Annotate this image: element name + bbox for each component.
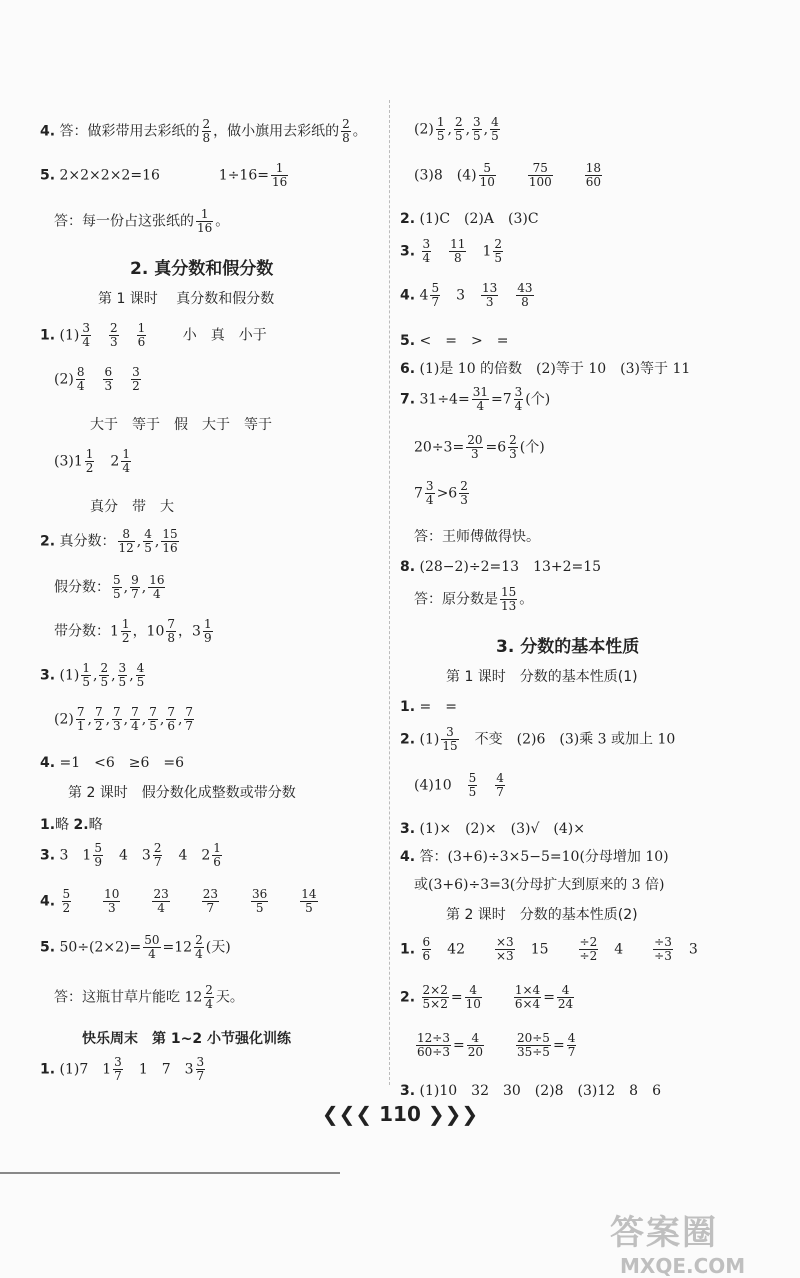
answer-line: 3. $\frac{3}{4}$ $\frac{11}{8}$ 1 $\frac{2}{5}$ bbox=[400, 237, 502, 265]
answer-line: 3. 3 1 $\frac{5}{9}$ 4 3 $\frac{2}{7}$ 4 2 $\frac{1}{6}$ bbox=[40, 841, 221, 869]
answer-line: 8. (28−2)÷2=13 13+2=15 bbox=[400, 559, 602, 575]
lesson-heading: 第 2 课时 分数的基本性质(2) bbox=[446, 907, 638, 923]
left-chevrons-icon: ❮❮❮ bbox=[321, 1102, 380, 1126]
answer-line: 1. (1) $\frac{3}{4}$ $\frac{2}{3}$ $\frac{1}{6}$ 小 真 小于 bbox=[40, 321, 267, 349]
answer-line: 假分数： $\frac{5}{5}$ , $\frac{9}{7}$ , $\frac{16}{4}$ bbox=[54, 573, 165, 601]
answer-line: (2) $\frac{8}{4}$ $\frac{6}{3}$ $\frac{3}{2}$ bbox=[54, 365, 140, 393]
answer-line: 真分 带 大 bbox=[90, 499, 174, 515]
answer-line: 带分数：1 $\frac{1}{2}$ ，10 $\frac{7}{8}$ ，3 $\frac{1}{9}$ bbox=[54, 617, 212, 645]
answer-line: 4. =1 <6 ≥6 =6 bbox=[40, 755, 185, 771]
answer-line: 4. 答：(3+6)÷3×5−5=10(分母增加 10) bbox=[400, 849, 669, 865]
section-heading: 2. 真分数和假分数 bbox=[130, 259, 274, 279]
bottom-rule bbox=[0, 1172, 340, 1174]
answer-line: 4. 4 $\frac{5}{7}$ 3 $\frac{13}{3}$ $\frac{43}{8}$ bbox=[400, 281, 533, 309]
answer-line: (2) $\frac{1}{5}$ , $\frac{2}{5}$ , $\frac{3}{5}$ , $\frac{4}{5}$ bbox=[414, 115, 499, 143]
answer-line: 2. 真分数： $\frac{8}{12}$ , $\frac{4}{5}$ , $\frac{15}{16}$ bbox=[40, 527, 178, 555]
answer-line: 答：每一份占这张纸的 $\frac{1}{16}$ 。 bbox=[54, 207, 230, 235]
answer-line: 7. 31÷4= $\frac{31}{4}$ =7 $\frac{3}{4}$ (个) bbox=[400, 385, 551, 413]
answer-line: 大于 等于 假 大于 等于 bbox=[90, 417, 272, 433]
answer-line: 答：这瓶甘草片能吃 12 $\frac{2}{4}$ 天。 bbox=[54, 983, 244, 1011]
watermark-logo: 答案圈 MXQE.COM bbox=[610, 1213, 746, 1278]
answer-line: (4)10 $\frac{5}{5}$ $\frac{4}{7}$ bbox=[414, 771, 504, 799]
answer-line: 1.略 2.略 bbox=[40, 817, 103, 833]
lesson-heading: 第 1 课时 分数的基本性质(1) bbox=[446, 669, 638, 685]
answer-line: 2. (1) $\frac{3}{15}$ 不变 (2)6 (3)乘 3 或加上 10 bbox=[400, 725, 676, 753]
column-divider bbox=[389, 100, 390, 1085]
answer-line: 5. 2×2×2×2=16 1÷16= $\frac{1}{16}$ bbox=[40, 161, 288, 189]
answer-line: 1. = = bbox=[400, 699, 457, 715]
answer-line: 1. $\frac{6}{6}$ 42 $\frac{\times 3}{\times 3}$ 15 $\frac{\div 2}{\div 2}$ 4 $\frac{\div 3}{\div 3}$ 3 bbox=[400, 935, 698, 963]
answer-line: 5. 50÷(2×2)= $\frac{50}{4}$ =12 $\frac{2}{4}$ (天) bbox=[40, 933, 231, 961]
answer-line: 答：原分数是 $\frac{15}{13}$ 。 bbox=[414, 585, 534, 613]
answer-line: 2. $\frac{2\times 2}{5\times 2}$ = $\frac{4}{10}$ $\frac{1\times 4}{6\times 4}$ = $\frac{4}{24}$ bbox=[400, 983, 574, 1011]
answer-line: (3)8 (4) $\frac{5}{10}$ $\frac{75}{100}$ $\frac{18}{60}$ bbox=[414, 161, 602, 189]
answer-line: $\frac{12\div 3}{60\div 3}$ = $\frac{4}{20}$ $\frac{20\div 5}{35\div 5}$ = $\frac{4}{7}$ bbox=[417, 1031, 576, 1059]
page-number: ❮❮❮ 110 ❯❯❯ bbox=[321, 1102, 479, 1126]
answer-line: 7 $\frac{3}{4}$ >6 $\frac{2}{3}$ bbox=[414, 479, 468, 507]
answer-line: 3. (1)× (2)× (3)√ (4)× bbox=[400, 821, 585, 837]
section-heading: 3. 分数的基本性质 bbox=[496, 637, 640, 657]
answer-line: 6. (1)是 10 的倍数 (2)等于 10 (3)等于 11 bbox=[400, 361, 691, 377]
answer-line: 2. (1)C (2)A (3)C bbox=[400, 211, 539, 227]
right-chevrons-icon: ❯❯❯ bbox=[420, 1102, 479, 1126]
answer-line: 20÷3= $\frac{20}{3}$ =6 $\frac{2}{3}$ (个) bbox=[414, 433, 545, 461]
answer-line: 5. < = > = bbox=[400, 333, 509, 349]
answer-line: 3. (1)10 32 30 (2)8 (3)12 8 6 bbox=[400, 1083, 661, 1099]
answer-line: 1. (1)7 1 $\frac{3}{7}$ 1 7 3 $\frac{3}{7}$ bbox=[40, 1055, 205, 1083]
lesson-heading: 第 2 课时 假分数化成整数或带分数 bbox=[68, 785, 296, 801]
answer-line: 4. $\frac{5}{2}$ $\frac{10}{3}$ $\frac{23}{4}$ $\frac{23}{7}$ $\frac{36}{5}$ $\frac{14}{5}$ bbox=[40, 887, 317, 915]
answer-line: 3. (1) $\frac{1}{5}$ , $\frac{2}{5}$ , $\frac{3}{5}$ , $\frac{4}{5}$ bbox=[40, 661, 145, 689]
answer-line: 答：王师傅做得快。 bbox=[414, 529, 540, 545]
answer-line: (3)1 $\frac{1}{2}$ 2 $\frac{1}{4}$ bbox=[54, 447, 130, 475]
section-heading: 快乐周末 第 1~2 小节强化训练 bbox=[82, 1031, 291, 1047]
answer-line: 或(3+6)÷3=3(分母扩大到原来的 3 倍) bbox=[414, 877, 665, 893]
lesson-heading: 第 1 课时 真分数和假分数 bbox=[98, 291, 275, 307]
answer-line: (2) $\frac{7}{1}$ , $\frac{7}{2}$ , $\frac{7}{3}$ , $\frac{7}{4}$ , $\frac{7}{5}$ , $\frac{7}{6}$ , $\frac{7}{7}$ bbox=[54, 705, 194, 733]
answer-line: 4. 答：做彩带用去彩纸的 $\frac{2}{8}$ ，做小旗用去彩纸的 $\frac{2}{8}$ 。 bbox=[40, 117, 367, 145]
